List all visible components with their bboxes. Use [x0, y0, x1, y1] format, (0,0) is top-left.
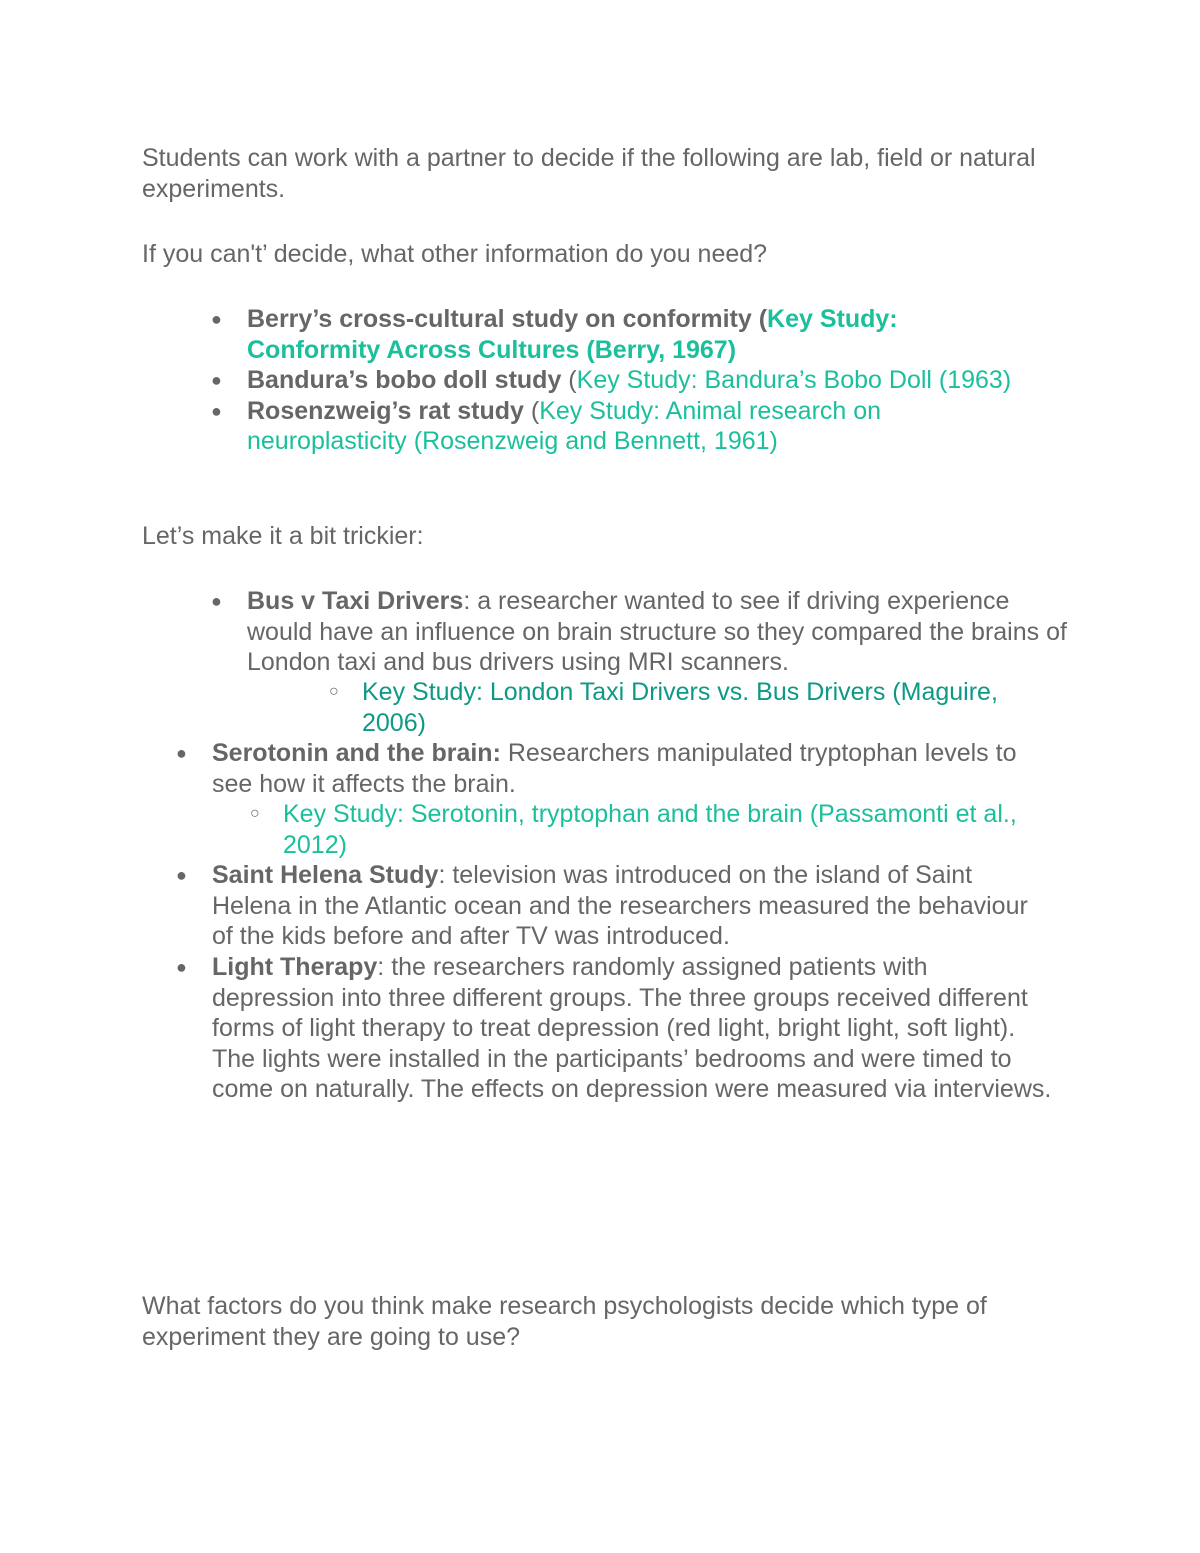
study-title: Bandura’s bobo doll study [247, 366, 562, 394]
paren-open: ( [523, 396, 540, 425]
paren-open: ( [751, 305, 768, 333]
scenario-title: Saint Helena Study [212, 861, 439, 889]
sub-list-item [250, 799, 1043, 860]
bullet-icon: ● [211, 370, 222, 390]
list-item [211, 396, 947, 457]
bullet-icon: ● [176, 957, 187, 977]
scenario-text: : television was introduced on the island of Saint Helena in the Atlantic ocean and the researchers measured the behaviour of the kids before and after TV was introduced. [212, 861, 1028, 950]
key-study-link[interactable]: Key Study: Conformity Across Cultures (Berry, 1967) [247, 305, 898, 364]
scenario-text: : the researchers randomly assigned patients with depression into three different groups. The three groups received different forms of light therapy to treat depression (red light, bright light, soft light). The lights were installed in the participants’ bedrooms and were timed to come on naturally. The effects on depression were measured via interviews. [212, 953, 1052, 1103]
list-item [211, 365, 1087, 396]
key-studies-list [0, 304, 1200, 457]
list-item [176, 738, 1052, 799]
scenario-title: Serotonin and the brain: [212, 739, 501, 767]
list-item [176, 860, 1042, 952]
key-study-link[interactable]: Key Study: Bandura’s Bobo Doll (1963) [576, 366, 1012, 394]
question-paragraph: If you can't’ decide, what other information do you need? [142, 240, 768, 268]
list-item [211, 304, 967, 365]
bullet-icon: ● [176, 865, 187, 885]
paren-open: ( [561, 366, 577, 394]
bullet-icon: ● [211, 309, 222, 329]
scenario-title: Bus v Taxi Drivers [247, 587, 464, 615]
trickier-paragraph: Let’s make it a bit trickier: [142, 522, 424, 550]
list-item [211, 586, 1067, 678]
hollow-bullet-icon: ○ [329, 683, 339, 700]
scenario-text: Researchers manipulated tryptophan levels to see how it affects the brain. [212, 739, 1017, 798]
list-item [176, 952, 1052, 1105]
key-study-link[interactable]: Key Study: Serotonin, tryptophan and the brain (Passamonti et al., 2012) [283, 800, 1017, 859]
hollow-bullet-icon: ○ [250, 805, 260, 822]
scenario-text: : a researcher wanted to see if driving experience would have an influence on brain structure so they compared the brains of London taxi and bus drivers using MRI scanners. [247, 587, 1067, 676]
intro-paragraph: Students can work with a partner to decide if the following are lab, field or natural experiments. [142, 144, 1036, 203]
key-study-link[interactable]: Key Study: London Taxi Drivers vs. Bus Drivers (Maguire, 2006) [362, 678, 998, 737]
final-question-paragraph: What factors do you think make research psychologists decide which type of experiment they are going to use? [142, 1292, 987, 1351]
key-study-link[interactable]: Key Study: Animal research on neuroplasticity (Rosenzweig and Bennett, 1961) [247, 396, 882, 455]
study-title: Berry’s cross-cultural study on conformity [247, 305, 752, 333]
scenario-title: Light Therapy [212, 953, 378, 981]
study-title: Rosenzweig’s rat study [247, 396, 524, 425]
sub-list-item [329, 677, 1062, 738]
bullet-icon: ● [211, 400, 222, 421]
bullet-icon: ● [176, 743, 187, 763]
bullet-icon: ● [211, 591, 222, 611]
